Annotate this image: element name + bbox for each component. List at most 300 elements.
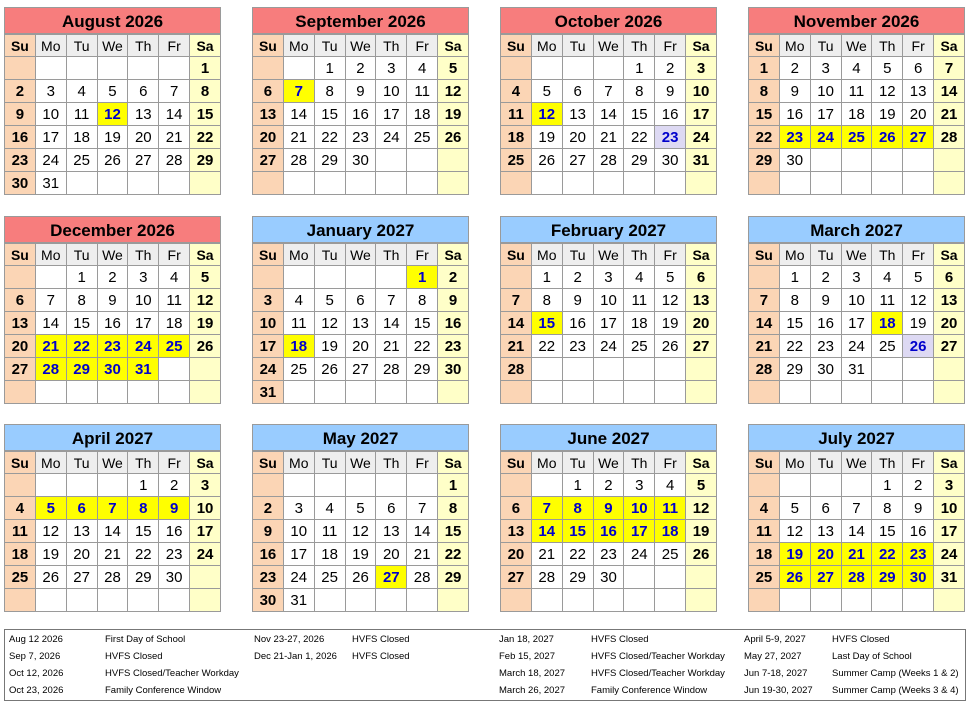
weekday-header: Su [501,244,532,266]
empty-day-cell [407,381,438,404]
day-cell: 9 [438,289,469,312]
empty-day-cell [562,381,593,404]
empty-day-cell [314,172,345,195]
day-cell: 13 [66,520,97,543]
day-cell: 14 [407,520,438,543]
weekday-header: Tu [562,35,593,57]
empty-day-cell [5,589,36,612]
day-cell: 2 [5,80,36,103]
day-cell: 6 [501,497,532,520]
legend-description: HVFS Closed [105,651,163,662]
day-cell: 19 [686,520,717,543]
day-cell: 28 [841,566,872,589]
day-cell: 4 [407,57,438,80]
day-cell: 1 [438,474,469,497]
month-title: February 2027 [500,216,717,243]
weekday-header: Th [128,35,159,57]
empty-day-cell [903,172,934,195]
day-cell: 23 [903,543,934,566]
empty-day-cell [376,149,407,172]
day-cell: 10 [624,497,655,520]
day-cell: 27 [345,358,376,381]
day-cell: 18 [841,103,872,126]
empty-day-cell [376,381,407,404]
day-cell: 26 [345,566,376,589]
weekday-header: Sa [686,35,717,57]
empty-day-cell [190,589,221,612]
day-cell: 31 [934,566,965,589]
day-cell: 3 [283,497,314,520]
day-cell: 23 [253,566,284,589]
empty-day-cell [283,474,314,497]
day-cell: 9 [5,103,36,126]
empty-day-cell [872,381,903,404]
day-cell: 26 [190,335,221,358]
day-cell: 29 [66,358,97,381]
empty-day-cell [872,358,903,381]
day-cell: 19 [35,543,66,566]
empty-day-cell [686,381,717,404]
day-cell: 7 [593,80,624,103]
empty-day-cell [190,381,221,404]
day-cell: 4 [624,266,655,289]
empty-day-cell [841,381,872,404]
day-cell: 13 [934,289,965,312]
day-cell: 22 [190,126,221,149]
empty-day-cell [624,589,655,612]
day-cell: 11 [655,497,686,520]
month-calendar [748,216,965,404]
empty-day-cell [97,57,128,80]
day-cell: 17 [190,520,221,543]
day-cell: 13 [128,103,159,126]
day-cell: 18 [314,543,345,566]
day-cell: 19 [314,335,345,358]
empty-day-cell [345,474,376,497]
day-cell: 14 [749,312,780,335]
weekday-header: Su [749,452,780,474]
empty-day-cell [253,266,284,289]
day-cell: 10 [283,520,314,543]
day-cell: 23 [810,335,841,358]
day-cell: 15 [779,312,810,335]
day-cell: 23 [438,335,469,358]
empty-day-cell [810,381,841,404]
day-cell: 2 [593,474,624,497]
day-cell: 11 [314,520,345,543]
empty-day-cell [934,381,965,404]
day-cell: 26 [314,358,345,381]
day-cell: 8 [128,497,159,520]
day-cell: 22 [128,543,159,566]
day-cell: 13 [5,312,36,335]
day-cell: 26 [686,543,717,566]
day-cell: 19 [97,126,128,149]
weekday-header: Su [253,452,284,474]
empty-day-cell [314,266,345,289]
empty-day-cell [5,474,36,497]
weekday-header: Fr [655,244,686,266]
weekday-header: Mo [283,244,314,266]
day-cell: 27 [562,149,593,172]
day-cell: 17 [376,103,407,126]
day-cell: 3 [376,57,407,80]
day-cell: 29 [872,566,903,589]
day-cell: 7 [531,497,562,520]
weekday-header: Mo [35,35,66,57]
month-title: November 2026 [748,7,965,34]
day-cell: 2 [97,266,128,289]
day-cell: 27 [5,358,36,381]
month-title: July 2027 [748,424,965,451]
empty-day-cell [35,474,66,497]
empty-day-cell [283,172,314,195]
weekday-header: Su [253,244,284,266]
day-cell: 11 [501,103,532,126]
day-cell: 26 [655,335,686,358]
day-cell: 21 [593,126,624,149]
day-cell: 21 [283,126,314,149]
day-cell: 25 [624,335,655,358]
day-cell: 11 [841,80,872,103]
day-cell: 10 [253,312,284,335]
day-cell: 8 [779,289,810,312]
day-cell: 16 [779,103,810,126]
day-cell: 30 [438,358,469,381]
day-cell: 25 [655,543,686,566]
empty-day-cell [159,172,190,195]
legend-description: Family Conference Window [591,685,708,696]
empty-day-cell [159,589,190,612]
day-cell: 10 [593,289,624,312]
day-cell: 18 [283,335,314,358]
day-cell: 12 [903,289,934,312]
empty-day-cell [531,172,562,195]
legend-description: Summer Camp (Weeks 1 & 2) [832,668,959,679]
empty-day-cell [128,589,159,612]
day-cell: 16 [97,312,128,335]
day-cell: 9 [562,289,593,312]
empty-day-cell [903,149,934,172]
day-cell: 24 [934,543,965,566]
day-cell: 28 [531,566,562,589]
empty-day-cell [438,172,469,195]
day-cell: 23 [159,543,190,566]
day-cell: 22 [624,126,655,149]
empty-day-cell [35,381,66,404]
legend-date: Sep 7, 2026 [9,651,61,662]
empty-day-cell [253,172,284,195]
day-cell: 13 [253,103,284,126]
day-cell: 22 [872,543,903,566]
day-cell: 29 [407,358,438,381]
day-cell: 21 [501,335,532,358]
day-cell: 2 [562,266,593,289]
day-cell: 9 [593,497,624,520]
day-cell: 16 [903,520,934,543]
day-cell: 28 [749,358,780,381]
empty-day-cell [407,474,438,497]
empty-day-cell [779,474,810,497]
day-cell: 11 [624,289,655,312]
day-cell: 10 [190,497,221,520]
day-cell: 13 [501,520,532,543]
day-cell: 25 [749,566,780,589]
day-cell: 13 [345,312,376,335]
day-cell: 23 [345,126,376,149]
day-cell: 27 [501,566,532,589]
empty-day-cell [655,589,686,612]
day-cell: 1 [66,266,97,289]
empty-day-cell [5,266,36,289]
day-cell: 30 [779,149,810,172]
day-cell: 12 [314,312,345,335]
day-cell: 20 [128,126,159,149]
day-cell: 15 [749,103,780,126]
empty-day-cell [810,589,841,612]
day-cell: 21 [841,543,872,566]
empty-day-cell [779,172,810,195]
day-cell: 15 [438,520,469,543]
day-cell: 7 [159,80,190,103]
weekday-header: Th [128,244,159,266]
weekday-header: Fr [655,35,686,57]
month-title: May 2027 [252,424,469,451]
day-cell: 31 [35,172,66,195]
day-cell: 22 [779,335,810,358]
day-cell: 26 [35,566,66,589]
empty-day-cell [779,589,810,612]
day-cell: 14 [159,103,190,126]
weekday-header: We [593,452,624,474]
day-cell: 8 [314,80,345,103]
day-cell: 4 [66,80,97,103]
weekday-header: Th [872,35,903,57]
weekday-header: We [97,452,128,474]
weekday-header: Fr [159,452,190,474]
day-cell: 11 [872,289,903,312]
day-cell: 16 [810,312,841,335]
empty-day-cell [655,381,686,404]
day-cell: 2 [438,266,469,289]
day-cell: 19 [438,103,469,126]
day-cell: 29 [779,358,810,381]
day-cell: 25 [841,126,872,149]
month-calendar [500,424,717,612]
weekday-header: We [841,244,872,266]
day-cell: 4 [841,57,872,80]
day-cell: 9 [159,497,190,520]
day-cell: 24 [376,126,407,149]
empty-day-cell [128,172,159,195]
day-cell: 20 [376,543,407,566]
day-cell: 9 [345,80,376,103]
day-cell: 12 [655,289,686,312]
day-cell: 10 [841,289,872,312]
empty-day-cell [66,589,97,612]
empty-day-cell [593,57,624,80]
empty-day-cell [128,57,159,80]
day-cell: 9 [655,80,686,103]
weekday-header: Th [872,452,903,474]
weekday-header: We [841,452,872,474]
day-cell: 24 [686,126,717,149]
day-cell: 27 [376,566,407,589]
day-cell: 27 [66,566,97,589]
weekday-header: Th [128,452,159,474]
empty-day-cell [97,474,128,497]
day-cell: 17 [934,520,965,543]
weekday-header: Su [749,35,780,57]
weekday-header: Tu [562,452,593,474]
day-cell: 1 [128,474,159,497]
day-cell: 14 [593,103,624,126]
empty-day-cell [686,172,717,195]
day-cell: 2 [655,57,686,80]
day-cell: 7 [283,80,314,103]
day-cell: 10 [376,80,407,103]
empty-day-cell [407,589,438,612]
day-cell: 14 [35,312,66,335]
legend-date: Jan 18, 2027 [499,634,554,645]
empty-day-cell [345,266,376,289]
day-cell: 10 [810,80,841,103]
day-cell: 15 [624,103,655,126]
day-cell: 12 [686,497,717,520]
day-cell: 7 [501,289,532,312]
day-cell: 18 [5,543,36,566]
empty-day-cell [810,172,841,195]
day-cell: 24 [593,335,624,358]
day-cell: 24 [283,566,314,589]
empty-day-cell [749,266,780,289]
day-cell: 17 [841,312,872,335]
day-cell: 20 [66,543,97,566]
day-cell: 23 [97,335,128,358]
day-cell: 31 [686,149,717,172]
day-cell: 1 [190,57,221,80]
day-cell: 13 [686,289,717,312]
empty-day-cell [501,57,532,80]
day-cell: 23 [562,335,593,358]
day-cell: 8 [407,289,438,312]
day-cell: 30 [345,149,376,172]
day-cell: 19 [531,126,562,149]
day-cell: 27 [934,335,965,358]
day-cell: 11 [407,80,438,103]
day-cell: 25 [159,335,190,358]
day-cell: 25 [283,358,314,381]
day-cell: 5 [97,80,128,103]
day-cell: 25 [5,566,36,589]
weekday-header: Sa [190,244,221,266]
empty-day-cell [934,149,965,172]
empty-day-cell [314,474,345,497]
empty-day-cell [376,172,407,195]
legend-description: HVFS Closed/Teacher Workday [591,668,725,679]
month-calendar [4,424,221,612]
day-cell: 1 [872,474,903,497]
day-cell: 5 [903,266,934,289]
day-cell: 29 [438,566,469,589]
day-cell: 13 [903,80,934,103]
empty-day-cell [841,589,872,612]
empty-day-cell [841,474,872,497]
day-cell: 14 [501,312,532,335]
legend-description: Family Conference Window [105,685,222,696]
day-cell: 22 [66,335,97,358]
month-title: January 2027 [252,216,469,243]
weekday-header: Sa [686,244,717,266]
day-cell: 18 [872,312,903,335]
weekday-header: We [345,452,376,474]
day-cell: 24 [624,543,655,566]
day-cell: 5 [438,57,469,80]
weekday-header: Mo [283,35,314,57]
empty-day-cell [531,381,562,404]
empty-day-cell [66,172,97,195]
empty-day-cell [624,358,655,381]
day-cell: 29 [190,149,221,172]
weekday-header: Fr [655,452,686,474]
weekday-header: Mo [531,244,562,266]
month-calendar [4,7,221,195]
day-cell: 15 [190,103,221,126]
day-cell: 23 [655,126,686,149]
day-cell: 30 [903,566,934,589]
day-cell: 23 [5,149,36,172]
weekday-header: Fr [407,244,438,266]
empty-day-cell [407,172,438,195]
weekday-header: Th [376,35,407,57]
legend-date: Oct 23, 2026 [9,685,64,696]
legend-date: March 18, 2027 [499,668,566,679]
day-cell: 4 [5,497,36,520]
day-cell: 1 [531,266,562,289]
day-cell: 16 [562,312,593,335]
legend-date: Jun 19-30, 2027 [744,685,813,696]
day-cell: 14 [841,520,872,543]
empty-day-cell [686,358,717,381]
day-cell: 30 [97,358,128,381]
day-cell: 3 [841,266,872,289]
day-cell: 20 [903,103,934,126]
weekday-header: Su [253,35,284,57]
day-cell: 6 [903,57,934,80]
day-cell: 9 [779,80,810,103]
day-cell: 31 [283,589,314,612]
weekday-header: Tu [66,244,97,266]
weekday-header: Sa [934,35,965,57]
day-cell: 28 [934,126,965,149]
day-cell: 18 [749,543,780,566]
day-cell: 4 [159,266,190,289]
empty-day-cell [934,172,965,195]
weekday-header: Tu [66,452,97,474]
empty-day-cell [841,149,872,172]
day-cell: 5 [314,289,345,312]
day-cell: 10 [686,80,717,103]
empty-day-cell [810,149,841,172]
empty-day-cell [903,358,934,381]
day-cell: 29 [314,149,345,172]
day-cell: 6 [5,289,36,312]
day-cell: 18 [407,103,438,126]
empty-day-cell [66,57,97,80]
day-cell: 16 [593,520,624,543]
weekday-header: Mo [531,35,562,57]
weekday-header: Su [5,244,36,266]
